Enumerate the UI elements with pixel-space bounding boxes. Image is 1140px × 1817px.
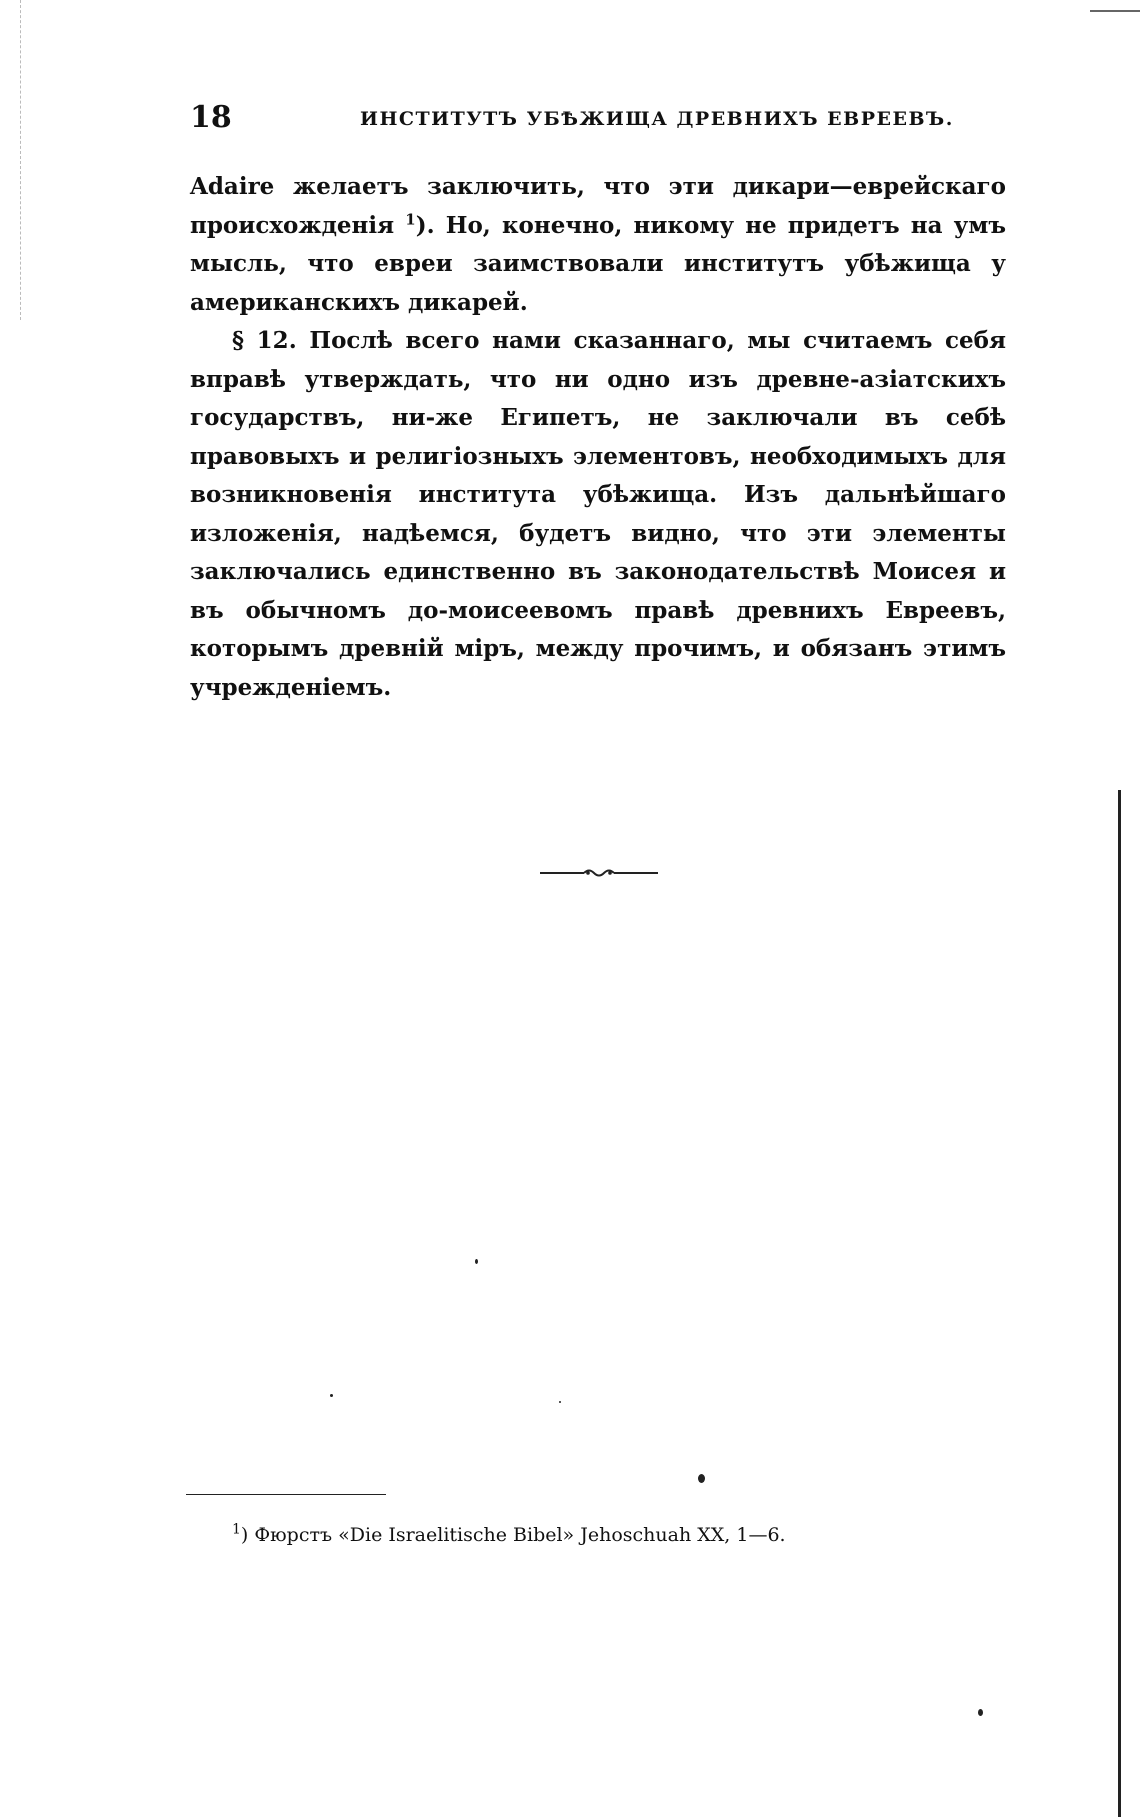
running-title: ИНСТИТУТЪ УБѢЖИЩА ДРЕВНИХЪ ЕВРЕЕВЪ. <box>360 108 954 130</box>
paragraph-text: Adaire желаетъ заключить, что эти дикари—еврейскаго происхожденія <box>190 173 1006 239</box>
paragraph-text: ). Но, конечно, никому не придетъ на умъ мысль, что евреи заимствовали институтъ убѣжища у американскихъ дикарей. <box>190 211 1006 316</box>
ink-speck <box>698 1474 705 1483</box>
footnote-rule <box>186 1494 386 1495</box>
ink-speck <box>330 1394 333 1397</box>
ink-speck <box>475 1259 478 1264</box>
body-text <box>190 168 1006 707</box>
footnote-mark: 1 <box>232 1521 241 1538</box>
footnote-reference: 1 <box>405 209 416 228</box>
ink-speck <box>559 1401 561 1403</box>
ink-speck <box>978 1709 983 1716</box>
page-number: 18 <box>190 100 232 135</box>
ornament-divider <box>540 866 658 880</box>
scan-edge-left <box>20 0 22 320</box>
footnote-text: ) Фюрстъ «Die Israelitische Bibel» Jehoschuah XX, 1—6. <box>240 1524 786 1546</box>
paragraph <box>190 168 1006 322</box>
paragraph: § 12. Послѣ всего нами сказаннаго, мы считаемъ себя вправѣ утверждать, что ни одно изъ древне-азіатскихъ государствъ, ни-же Египетъ, не заключали въ себѣ правовыхъ и религіозныхъ элементовъ, необходимыхъ для возникновенія института убѣжища. Изъ дальнѣйшаго изложенія, надѣемся, будетъ видно, что эти элементы заключались единственно въ законодательствѣ Моисея и въ обычномъ до-моисеевомъ правѣ древнихъ Евреевъ, которымъ древній міръ, между прочимъ, и обязанъ этимъ учрежденіемъ. <box>190 327 1006 701</box>
page-header <box>190 98 1006 138</box>
scan-edge-top <box>1090 10 1140 12</box>
footnote <box>232 1520 786 1550</box>
scan-edge-right <box>1118 790 1121 1817</box>
